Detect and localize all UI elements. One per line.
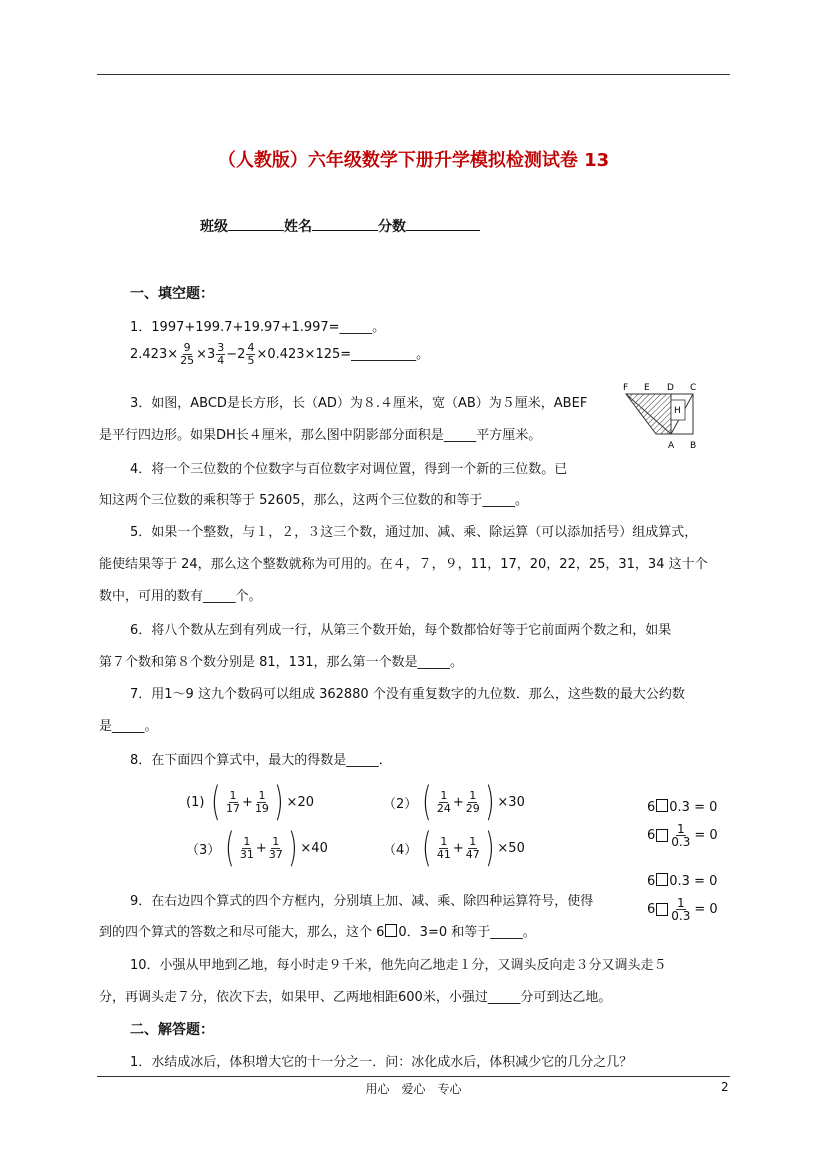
label-A: A xyxy=(668,441,675,451)
q8-expression-2: （2） ( $\frac{1}{24}$ + $\frac{1}{29}$ ) ×30 xyxy=(383,779,525,825)
q8-expression-1: (1) ( $\frac{1}{17}$ + $\frac{1}{19}$ ) ×20 xyxy=(186,779,314,825)
question-1: 1．1997+199.7+19.97+1.997=_____。 xyxy=(130,320,386,335)
footer-rule xyxy=(97,1076,730,1077)
fraction-3-4: $\frac{3}{4}$ xyxy=(217,341,225,367)
class-blank[interactable] xyxy=(228,218,284,231)
operator-box-4[interactable] xyxy=(656,903,668,916)
operator-box-2[interactable] xyxy=(656,829,668,842)
question-6-line-1: 6．将八个数从左到有列成一行，从第三个数开始，每个数都恰好等于它前面两个数之和，如果 xyxy=(130,623,672,638)
question-10-line-2: 分，再调头走７分，依次下去，如果甲、乙两地相距600米，小强过_____分可到达乙地。 xyxy=(99,990,612,1005)
question-7-line-1: 7．用1～9 这九个数码可以组成 362880 个没有重复数字的九位数．那么，这些数的最大公约数 xyxy=(130,687,685,702)
question-5-line-1: 5．如果一个整数，与１，２，３这三个数，通过加、减、乘、除运算（可以添加括号）组成算式， xyxy=(130,525,698,540)
question-4-line-2: 知这两个三位数的乘积等于 52605，那么，这两个三位数的和等于_____。 xyxy=(99,493,528,508)
side-equation-1: 6 0.3 = 0 xyxy=(647,800,718,815)
footer-motto: 用心 爱心 专心 xyxy=(365,1082,462,1096)
section-solve: 二、解答题： xyxy=(130,1022,214,1038)
question-3-line-2: 是平行四边形。如果DH长４厘米，那么图中阴影部分面积是_____平方厘米。 xyxy=(99,428,542,443)
question-6-line-2: 第７个数和第８个数分别是 81，131，那么第一个数是_____。 xyxy=(99,655,463,670)
name-label: 姓名 xyxy=(284,219,312,235)
operator-box-3[interactable] xyxy=(656,873,668,886)
label-D: D xyxy=(667,383,674,393)
score-label: 分数 xyxy=(378,219,406,235)
score-blank[interactable] xyxy=(406,218,480,231)
student-info-line xyxy=(200,216,480,236)
side-equation-2: 6 $\frac{1}{0.3}$ = 0 xyxy=(647,822,718,849)
section-fill-in: 一、填空题： xyxy=(130,286,214,302)
page-number: 2 xyxy=(721,1080,729,1094)
label-C: C xyxy=(690,383,697,393)
fraction-4-5: $\frac{4}{5}$ xyxy=(247,341,255,367)
label-E: E xyxy=(644,383,650,393)
parallelogram-rectangle-figure xyxy=(618,380,702,452)
q8-expression-3: （3） ( $\frac{1}{31}$ + $\frac{1}{37}$ ) ×40 xyxy=(186,825,328,871)
answer-question-1: 1．水结成冰后，体积增大它的十一分之一．问：冰化成水后，体积减少它的几分之几？ xyxy=(130,1055,633,1070)
question-3-line-1: 3．如图，ABCD是长方形，长（AD）为８.４厘米，宽（AB）为５厘米，ABEF xyxy=(130,396,588,411)
question-5-line-3: 数中，可用的数有_____个。 xyxy=(99,589,262,604)
question-2: 2.423× $\frac{9}{25}$ ×3 $\frac{3}{4}$ −2 $\frac{4}{5}$ ×0.423×125=__________。 xyxy=(130,341,430,367)
question-5-line-2: 能使结果等于 24，那么这个整数就称为可用的。在４，７，９，11，17，20，22，25，31，34 这十个 xyxy=(99,557,708,572)
label-F: F xyxy=(623,383,629,393)
question-4-line-1: 4．将一个三位数的个位数字与百位数字对调位置，得到一个新的三位数。已 xyxy=(130,462,568,477)
label-H: H xyxy=(674,406,681,416)
fraction-9-25: $\frac{9}{25}$ xyxy=(180,341,195,367)
question-8-line-1: 8．在下面四个算式中，最大的得数是_____． xyxy=(130,753,392,768)
class-label: 班级 xyxy=(200,219,228,235)
name-blank[interactable] xyxy=(312,218,378,231)
page-title: （人教版）六年级数学下册升学模拟检测试卷 13 xyxy=(217,150,610,171)
question-9-line-2: 到的四个算式的答数之和尽可能大，那么，这个 6 0．3=0 和等于_____。 xyxy=(99,925,536,940)
label-B: B xyxy=(690,441,697,451)
header-rule xyxy=(97,74,730,75)
q8-expression-4: （4） ( $\frac{1}{41}$ + $\frac{1}{47}$ ) ×50 xyxy=(383,825,525,871)
question-10-line-1: 10．小强从甲地到乙地，每小时走９千米，他先向乙地走１分，又调头反向走３分又调头走５ xyxy=(130,958,667,973)
question-9-line-1: 9．在右边四个算式的四个方框内，分别填上加、减、乘、除四种运算符号，使得 xyxy=(130,894,594,909)
operator-box-inline xyxy=(385,924,397,937)
side-equation-4: 6 $\frac{1}{0.3}$ = 0 xyxy=(647,896,718,923)
question-7-line-2: 是_____。 xyxy=(99,719,158,734)
operator-box-1[interactable] xyxy=(656,799,668,812)
side-equation-3: 6 0.3 = 0 xyxy=(647,874,718,889)
